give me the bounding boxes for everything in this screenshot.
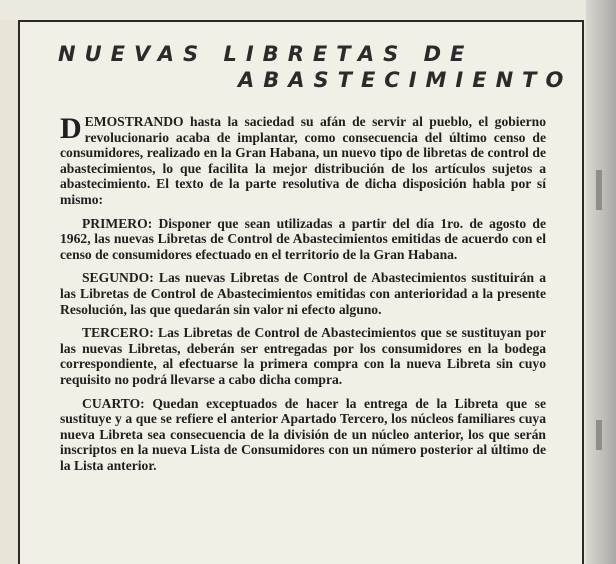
drop-cap: D bbox=[60, 112, 82, 145]
intro-paragraph bbox=[60, 114, 546, 208]
page-fold-shadow bbox=[586, 0, 616, 564]
title-line-2: ABASTECIMIENTO bbox=[238, 68, 573, 92]
fold-mark bbox=[596, 420, 602, 450]
article-body bbox=[60, 114, 546, 481]
intro-text: EMOSTRANDO hasta la saciedad su afán de servir al pueblo, el gobierno revolucionario acaba de implantar, como consecuencia del último censo de consumidores, realizado en la Gran Habana, un nuevo tipo de libretas de control de abastecimientos, lo que facilita la mejor distribución de los artículos sujetos a abastecimiento. El texto de la parte resolutiva de dicha disposición habla por sí mismo: bbox=[60, 114, 546, 207]
tercero-paragraph: TERCERO: Las Libretas de Control de Abastecimientos que se sustituyan por las nuevas Libretas, deberán ser entregadas por los consumidores en la bodega correspondiente, al efectuarse la primera compra con la nueva Libreta sin cuyo requisito no podrá llevarse a cabo dicha compra. bbox=[60, 325, 546, 387]
fold-mark bbox=[596, 170, 602, 210]
primero-paragraph: PRIMERO: Disponer que sean utilizadas a partir del día 1ro. de agosto de 1962, las nuevas Libretas de Control de Abastecimientos emitidas de acuerdo con el censo de consumidores efectuado en el territorio de la Gran Habana. bbox=[60, 215, 546, 262]
segundo-paragraph: SEGUNDO: Las nuevas Libretas de Control de Abastecimientos sustituirán a las Libretas de Control de Abastecimientos emitidas con anterioridad a la presente Resolución, las que quedarán sin valor ni efecto alguno. bbox=[60, 270, 546, 317]
cuarto-paragraph: CUARTO: Quedan exceptuados de hacer la entrega de la Libreta que se sustituye y a que se refiere el anterior Apartado Tercero, los núcleos familiares cuya nueva Libreta sea consecuencia de la división de un núcleo anterior, los que serán inscriptos en la nueva Lista de Consumidores con un número posterior al último de la Lista anterior. bbox=[60, 395, 546, 473]
title-line-1: NUEVAS LIBRETAS DE bbox=[58, 42, 474, 66]
page-top-margin bbox=[0, 0, 586, 20]
